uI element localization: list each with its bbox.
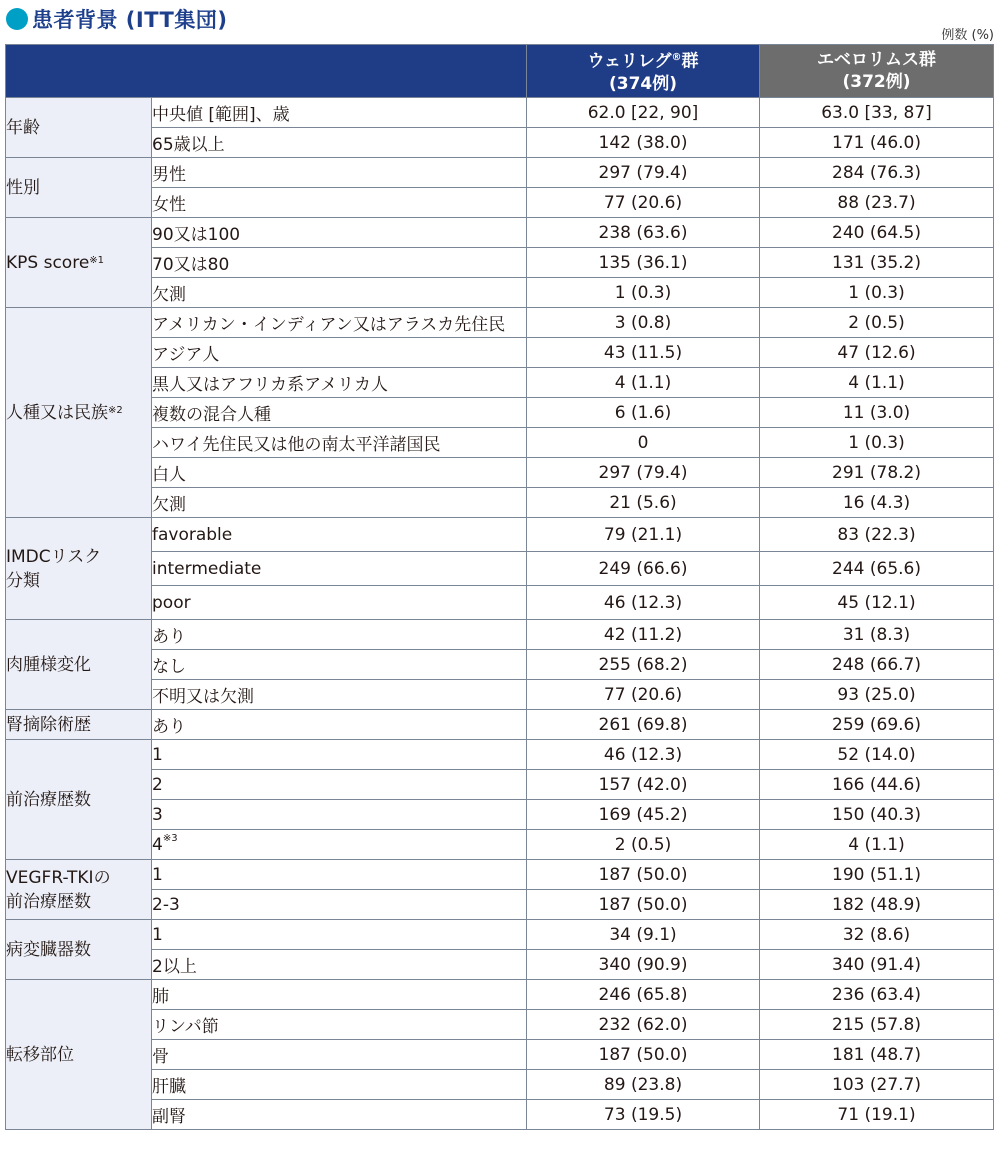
item-label: ハワイ先住民又は他の南太平洋諸国民 — [152, 435, 441, 455]
welireg-value: 62.0 [22, 90] — [527, 98, 760, 128]
welireg-value: 187 (50.0) — [527, 1040, 760, 1070]
item-label: 骨 — [152, 1047, 169, 1067]
everolimus-value: 259 (69.6) — [760, 710, 994, 740]
item-label: 欠測 — [152, 285, 186, 305]
item-label: 欠測 — [152, 495, 186, 515]
everolimus-value: 182 (48.9) — [760, 890, 994, 920]
welireg-value: 43 (11.5) — [527, 338, 760, 368]
item-label: あり — [152, 717, 186, 737]
item-label: intermediate — [152, 558, 262, 579]
unit-label: 例数 (%) — [941, 28, 994, 43]
welireg-value: 255 (68.2) — [527, 650, 760, 680]
everolimus-value: 244 (65.6) — [760, 552, 994, 586]
welireg-value: 79 (21.1) — [527, 518, 760, 552]
welireg-value: 34 (9.1) — [527, 920, 760, 950]
table-row — [6, 518, 994, 552]
item-cell — [152, 586, 527, 620]
item-cell — [152, 1070, 527, 1100]
welireg-value: 42 (11.2) — [527, 620, 760, 650]
item-label: 副腎 — [152, 1107, 186, 1127]
item-cell — [152, 800, 527, 830]
table-row — [6, 860, 994, 890]
everolimus-value: 150 (40.3) — [760, 800, 994, 830]
item-cell — [152, 950, 527, 980]
bullet-dot-icon — [6, 8, 28, 30]
item-cell — [152, 920, 527, 950]
welireg-value: 142 (38.0) — [527, 128, 760, 158]
table-row — [6, 398, 994, 428]
table-row — [6, 1010, 994, 1040]
table-row — [6, 650, 994, 680]
item-cell — [152, 428, 527, 458]
item-label: 2-3 — [152, 894, 180, 915]
category-label: KPS score — [6, 252, 90, 273]
table-row — [6, 710, 994, 740]
item-cell — [152, 770, 527, 800]
item-label: 2以上 — [152, 957, 197, 977]
item-label: 中央値 [範囲]、歳 — [152, 105, 290, 125]
table-row — [6, 800, 994, 830]
item-cell — [152, 980, 527, 1010]
category-cell — [6, 920, 152, 980]
item-cell — [152, 278, 527, 308]
everolimus-value: 88 (23.7) — [760, 188, 994, 218]
table-row — [6, 278, 994, 308]
welireg-value: 169 (45.2) — [527, 800, 760, 830]
item-cell — [152, 158, 527, 188]
table-row — [6, 950, 994, 980]
everolimus-value: 32 (8.6) — [760, 920, 994, 950]
category-cell — [6, 620, 152, 710]
everolimus-value: 166 (44.6) — [760, 770, 994, 800]
welireg-value: 2 (0.5) — [527, 830, 760, 860]
item-label: 肺 — [152, 987, 169, 1007]
welireg-value: 246 (65.8) — [527, 980, 760, 1010]
welireg-value: 249 (66.6) — [527, 552, 760, 586]
column-n: (374例) — [608, 73, 678, 94]
column-name: ウェリレグ — [587, 51, 672, 72]
category-label: 人種又は民族 — [6, 402, 108, 423]
footnote-mark: ※3 — [162, 832, 178, 844]
everolimus-value: 16 (4.3) — [760, 488, 994, 518]
item-label: 3 — [152, 804, 163, 825]
table-row — [6, 1100, 994, 1130]
everolimus-value: 45 (12.1) — [760, 586, 994, 620]
everolimus-value: 215 (57.8) — [760, 1010, 994, 1040]
table-row — [6, 1070, 994, 1100]
item-label: 70又は80 — [152, 255, 230, 275]
item-cell — [152, 368, 527, 398]
everolimus-value: 171 (46.0) — [760, 128, 994, 158]
category-cell — [6, 218, 152, 308]
item-label: 1 — [152, 924, 163, 945]
item-label: 2 — [152, 774, 163, 795]
item-cell — [152, 458, 527, 488]
everolimus-value: 131 (35.2) — [760, 248, 994, 278]
patient-background-table — [5, 44, 994, 1130]
welireg-value: 73 (19.5) — [527, 1100, 760, 1130]
welireg-value: 0 — [527, 428, 760, 458]
item-cell — [152, 248, 527, 278]
welireg-value: 297 (79.4) — [527, 158, 760, 188]
item-cell — [152, 218, 527, 248]
item-label: 複数の混合人種 — [152, 405, 271, 425]
item-cell — [152, 1100, 527, 1130]
table-row — [6, 830, 994, 860]
item-label: リンパ節 — [152, 1017, 219, 1037]
table-row — [6, 920, 994, 950]
item-label: 65歳以上 — [152, 135, 225, 155]
table-row — [6, 368, 994, 398]
everolimus-value: 248 (66.7) — [760, 650, 994, 680]
item-cell — [152, 1010, 527, 1040]
category-cell — [6, 98, 152, 158]
category-label: 前治療歴数 — [6, 789, 91, 810]
column-header-welireg — [527, 45, 760, 98]
everolimus-value: 181 (48.7) — [760, 1040, 994, 1070]
table-row — [6, 248, 994, 278]
item-cell — [152, 680, 527, 710]
item-label: 女性 — [152, 195, 186, 215]
everolimus-value: 1 (0.3) — [760, 278, 994, 308]
welireg-value: 46 (12.3) — [527, 586, 760, 620]
welireg-value: 4 (1.1) — [527, 368, 760, 398]
table-row — [6, 218, 994, 248]
welireg-value: 261 (69.8) — [527, 710, 760, 740]
column-name: エベロリムス群 — [817, 50, 936, 70]
category-label: VEGFR-TKIの 前治療歴数 — [6, 867, 111, 912]
everolimus-value: 2 (0.5) — [760, 308, 994, 338]
item-label: 肝臓 — [152, 1077, 186, 1097]
page-title: 患者背景 (ITT集団) — [32, 8, 228, 32]
table-row — [6, 770, 994, 800]
welireg-value: 187 (50.0) — [527, 860, 760, 890]
item-cell — [152, 860, 527, 890]
table-header-row — [6, 45, 994, 98]
table-row — [6, 740, 994, 770]
column-n: (372例) — [842, 72, 911, 92]
item-cell — [152, 308, 527, 338]
item-cell — [152, 128, 527, 158]
welireg-value: 21 (5.6) — [527, 488, 760, 518]
welireg-value: 232 (62.0) — [527, 1010, 760, 1040]
category-cell — [6, 158, 152, 218]
title-row — [6, 4, 227, 34]
welireg-value: 6 (1.6) — [527, 398, 760, 428]
category-label: 肉腫様変化 — [6, 654, 91, 675]
everolimus-value: 71 (19.1) — [760, 1100, 994, 1130]
table-row — [6, 98, 994, 128]
welireg-value: 135 (36.1) — [527, 248, 760, 278]
table-row — [6, 128, 994, 158]
table-row — [6, 488, 994, 518]
everolimus-value: 190 (51.1) — [760, 860, 994, 890]
item-label: 白人 — [152, 465, 186, 485]
table-row — [6, 158, 994, 188]
table-row — [6, 458, 994, 488]
item-cell — [152, 398, 527, 428]
everolimus-value: 291 (78.2) — [760, 458, 994, 488]
category-label: 年齢 — [6, 117, 40, 138]
everolimus-value: 11 (3.0) — [760, 398, 994, 428]
category-label: 性別 — [6, 177, 40, 198]
welireg-value: 89 (23.8) — [527, 1070, 760, 1100]
footnote-mark: ※2 — [108, 404, 123, 416]
item-cell — [152, 518, 527, 552]
item-label: 1 — [152, 744, 163, 765]
everolimus-value: 63.0 [33, 87] — [760, 98, 994, 128]
category-cell — [6, 308, 152, 518]
item-cell — [152, 1040, 527, 1070]
welireg-value: 187 (50.0) — [527, 890, 760, 920]
table-row — [6, 552, 994, 586]
welireg-value: 77 (20.6) — [527, 188, 760, 218]
item-label: アメリカン・インディアン又はアラスカ先住民 — [152, 315, 506, 335]
item-cell — [152, 188, 527, 218]
table-row — [6, 890, 994, 920]
everolimus-value: 83 (22.3) — [760, 518, 994, 552]
welireg-value: 238 (63.6) — [527, 218, 760, 248]
item-cell — [152, 650, 527, 680]
footnote-mark: ※1 — [89, 254, 105, 266]
item-cell — [152, 338, 527, 368]
table-row — [6, 680, 994, 710]
welireg-value: 3 (0.8) — [527, 308, 760, 338]
everolimus-value: 284 (76.3) — [760, 158, 994, 188]
item-cell — [152, 552, 527, 586]
category-label: 病変臓器数 — [6, 939, 91, 960]
category-cell — [6, 980, 152, 1130]
everolimus-value: 93 (25.0) — [760, 680, 994, 710]
table-row — [6, 1040, 994, 1070]
item-label: なし — [152, 657, 186, 677]
item-label: アジア人 — [152, 345, 220, 365]
item-cell — [152, 830, 527, 860]
table-row — [6, 308, 994, 338]
item-label: 90又は100 — [152, 225, 241, 245]
category-label: 転移部位 — [6, 1044, 74, 1065]
everolimus-value: 4 (1.1) — [760, 368, 994, 398]
everolimus-value: 236 (63.4) — [760, 980, 994, 1010]
header-blank-cell — [6, 45, 527, 98]
table-row — [6, 620, 994, 650]
item-label: poor — [152, 592, 191, 613]
everolimus-value: 103 (27.7) — [760, 1070, 994, 1100]
category-label: 腎摘除術歴 — [6, 714, 91, 735]
everolimus-value: 47 (12.6) — [760, 338, 994, 368]
category-cell — [6, 740, 152, 860]
welireg-value: 340 (90.9) — [527, 950, 760, 980]
table-row — [6, 338, 994, 368]
item-cell — [152, 740, 527, 770]
everolimus-value: 340 (91.4) — [760, 950, 994, 980]
item-label: 黒人又はアフリカ系アメリカ人 — [152, 375, 388, 395]
welireg-value: 77 (20.6) — [527, 680, 760, 710]
everolimus-value: 52 (14.0) — [760, 740, 994, 770]
everolimus-value: 1 (0.3) — [760, 428, 994, 458]
category-cell — [6, 710, 152, 740]
item-label: 1 — [152, 864, 163, 885]
item-cell — [152, 710, 527, 740]
item-cell — [152, 488, 527, 518]
welireg-value: 297 (79.4) — [527, 458, 760, 488]
item-label: favorable — [152, 524, 233, 545]
category-cell — [6, 518, 152, 620]
everolimus-value: 240 (64.5) — [760, 218, 994, 248]
item-cell — [152, 98, 527, 128]
table-row — [6, 586, 994, 620]
everolimus-value: 4 (1.1) — [760, 830, 994, 860]
welireg-value: 1 (0.3) — [527, 278, 760, 308]
column-header-everolimus — [760, 45, 994, 98]
category-label: IMDCリスク 分類 — [6, 546, 102, 591]
category-cell — [6, 860, 152, 920]
welireg-value: 157 (42.0) — [527, 770, 760, 800]
table-row — [6, 188, 994, 218]
item-label: 不明又は欠測 — [152, 687, 254, 707]
item-label: あり — [152, 627, 186, 647]
item-cell — [152, 890, 527, 920]
item-label: 4 — [152, 834, 163, 855]
registered-mark: ® — [671, 52, 682, 64]
welireg-value: 46 (12.3) — [527, 740, 760, 770]
column-suffix: 群 — [681, 51, 699, 72]
table-row — [6, 980, 994, 1010]
item-label: 男性 — [152, 165, 186, 185]
item-cell — [152, 620, 527, 650]
table-row — [6, 428, 994, 458]
everolimus-value: 31 (8.3) — [760, 620, 994, 650]
